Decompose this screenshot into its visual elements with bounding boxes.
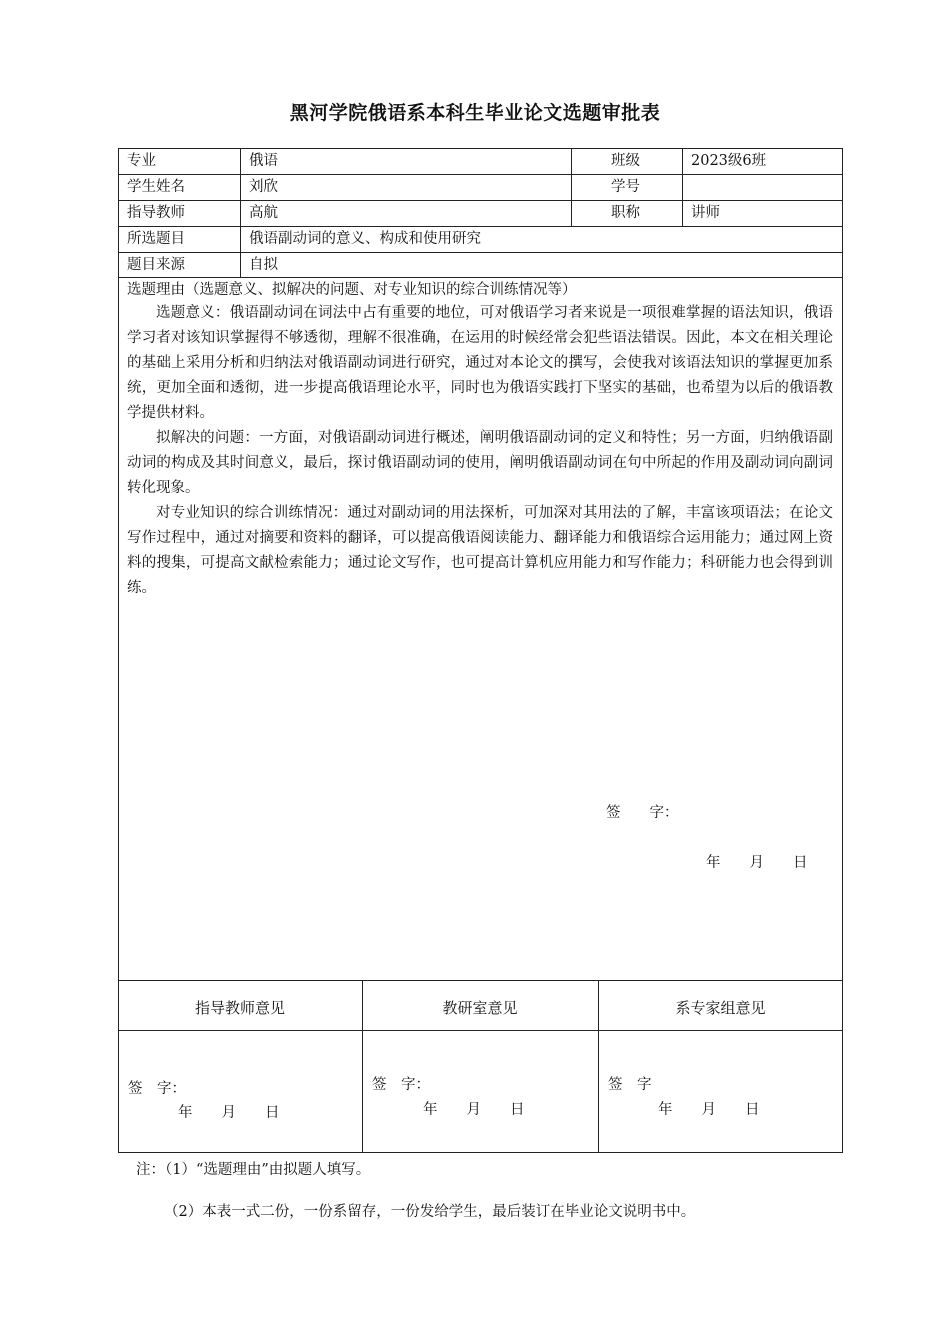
row-divider — [118, 174, 843, 175]
reason-date: 年 月 日 — [706, 855, 808, 871]
col-divider — [682, 148, 683, 226]
office-opinion-date: 年 月 日 — [423, 1102, 525, 1118]
advisor-value: 高航 — [249, 205, 278, 221]
page-title: 黑河学院俄语系本科生毕业论文选题审批表 — [289, 102, 661, 124]
student-id-label: 学号 — [611, 179, 640, 195]
panel-opinion-heading: 系专家组意见 — [675, 999, 766, 1017]
row-divider — [118, 226, 843, 227]
class-value: 2023级6班 — [691, 153, 767, 169]
major-label: 专业 — [127, 153, 156, 169]
office-opinion-heading: 教研室意见 — [442, 999, 518, 1017]
row-divider — [118, 1030, 843, 1031]
row-divider — [118, 277, 843, 278]
source-label: 题目来源 — [127, 257, 185, 273]
col-divider — [571, 148, 572, 226]
class-label: 班级 — [611, 153, 640, 169]
note-2: （2）本表一式二份，一份系留存，一份发给学生，最后装订在毕业论文说明书中。 — [164, 1204, 696, 1220]
reason-signature: 签 字： — [606, 805, 679, 821]
advisor-opinion-date: 年 月 日 — [178, 1105, 280, 1121]
reason-paragraph-problems: 拟解决的问题：一方面，对俄语副动词进行概述，阐明俄语副动词的定义和特性；另一方面，归纳俄语副动词的构成及其时间意义，最后，探讨俄语副动词的使用，阐明俄语副动词在句中所起的作用及副动词向副词转化现象。 — [127, 430, 833, 496]
student-name-value: 刘欣 — [249, 179, 278, 195]
row-divider — [118, 200, 843, 201]
row-divider — [118, 980, 843, 981]
topic-label: 所选题目 — [127, 231, 185, 247]
col-divider — [240, 148, 241, 277]
major-value: 俄语 — [249, 153, 278, 169]
reason-paragraph-significance: 选题意义：俄语副动词在词法中占有重要的地位，可对俄语学习者来说是一项很难掌握的语法知识，俄语学习者对该知识掌握得不够透彻，理解不很准确，在运用的时候经常会犯些语法错误。因此，本文在相关理论的基础上采用分析和归纳法对俄语副动词进行研究，通过对本论文的撰写，会使我对该语法知识的掌握更加系统，更加全面和透彻，进一步提高俄语理论水平，同时也为俄语实践打下坚实的基础，也希望为以后的俄语教学提供材料。 — [127, 305, 833, 421]
advisor-label: 指导教师 — [127, 205, 185, 221]
student-name-label: 学生姓名 — [127, 179, 185, 195]
source-value: 自拟 — [249, 257, 278, 273]
rank-label: 职称 — [611, 205, 640, 221]
advisor-opinion-heading: 指导教师意见 — [194, 999, 285, 1017]
reason-heading: 选题理由（选题意义、拟解决的问题、对专业知识的综合训练情况等） — [127, 282, 577, 298]
panel-opinion-signature: 签 字 — [608, 1077, 652, 1093]
office-opinion-signature: 签 字： — [372, 1077, 430, 1093]
topic-value: 俄语副动词的意义、构成和使用研究 — [249, 231, 481, 247]
note-1: 注：（1）“选题理由”由拟题人填写。 — [136, 1162, 371, 1178]
panel-opinion-date: 年 月 日 — [658, 1102, 760, 1118]
advisor-opinion-signature: 签 字： — [128, 1081, 186, 1097]
row-divider — [118, 252, 843, 253]
rank-value: 讲师 — [691, 205, 720, 221]
reason-paragraph-training: 对专业知识的综合训练情况：通过对副动词的用法探析，可加深对其用法的了解，丰富该项语法；在论文写作过程中，通过对摘要和资料的翻译，可以提高俄语阅读能力、翻译能力和俄语综合运用能力；通过网上资料的搜集，可提高文献检索能力；通过论文写作，也可提高计算机应用能力和写作能力；科研能力也会得到训练。 — [127, 505, 833, 596]
